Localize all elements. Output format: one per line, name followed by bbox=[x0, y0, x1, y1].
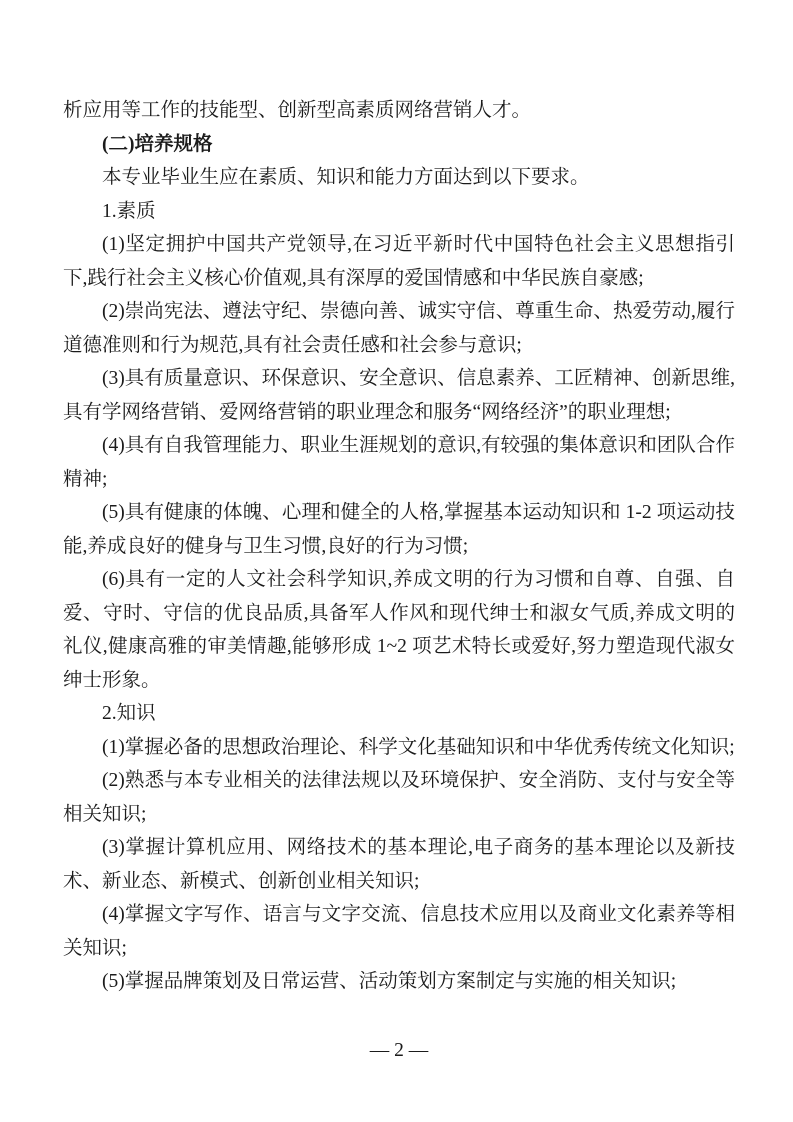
list-header-quality: 1.素质 bbox=[102, 200, 156, 222]
paragraph-intro: 本专业毕业生应在素质、知识和能力方面达到以下要求。 bbox=[102, 167, 590, 188]
knowledge-item-4: (4)掌握文字写作、语言与文字交流、信息技术应用以及商业文化素养等相关知识; bbox=[63, 904, 735, 959]
section-heading-training-specs: (二)培养规格 bbox=[102, 133, 213, 155]
document-body bbox=[63, 94, 735, 999]
list-header-knowledge: 2.知识 bbox=[102, 703, 156, 724]
page-number: — 2 — bbox=[369, 1040, 429, 1061]
knowledge-item-1: (1)掌握必备的思想政治理论、科学文化基础知识和中华优秀传统文化知识; bbox=[102, 736, 735, 758]
quality-item-3: (3)具有质量意识、环保意识、安全意识、信息素养、工匠精神、创新思维,具有学网络营销、爱网络营销的职业理念和服务“网络经济”的职业理想; bbox=[63, 368, 735, 423]
quality-item-4: (4)具有自我管理能力、职业生涯规划的意识,有较强的集体意识和团队合作精神; bbox=[63, 435, 735, 490]
paragraph-continuation: 析应用等工作的技能型、创新型高素质网络营销人才。 bbox=[63, 100, 532, 121]
knowledge-item-2: (2)熟悉与本专业相关的法律法规以及环境保护、安全消防、支付与安全等相关知识; bbox=[63, 770, 735, 825]
knowledge-item-3: (3)掌握计算机应用、网络技术的基本理论,电子商务的基本理论以及新技术、新业态、新模式、创新创业相关知识; bbox=[63, 837, 735, 892]
quality-item-6: (6)具有一定的人文社会科学知识,养成文明的行为习惯和自尊、自强、自爱、守时、守信的优良品质,具备军人作风和现代绅士和淑女气质,养成文明的礼仪,健康高雅的审美情趣,能够形成 1~2 项艺术特长或爱好,努力塑造现代淑女绅士形象。 bbox=[63, 569, 735, 691]
quality-item-5: (5)具有健康的体魄、心理和健全的人格,掌握基本运动知识和 1-2 项运动技能,养成良好的健身与卫生习惯,良好的行为习惯; bbox=[63, 502, 735, 557]
knowledge-item-5: (5)掌握品牌策划及日常运营、活动策划方案制定与实施的相关知识; bbox=[102, 971, 677, 992]
quality-item-1: (1)坚定拥护中国共产党领导,在习近平新时代中国特色社会主义思想指引下,践行社会主义核心价值观,具有深厚的爱国情感和中华民族自豪感; bbox=[63, 234, 735, 289]
quality-item-2: (2)崇尚宪法、遵法守纪、崇德向善、诚实守信、尊重生命、热爱劳动,履行道德准则和行为规范,具有社会责任感和社会参与意识; bbox=[63, 301, 735, 356]
